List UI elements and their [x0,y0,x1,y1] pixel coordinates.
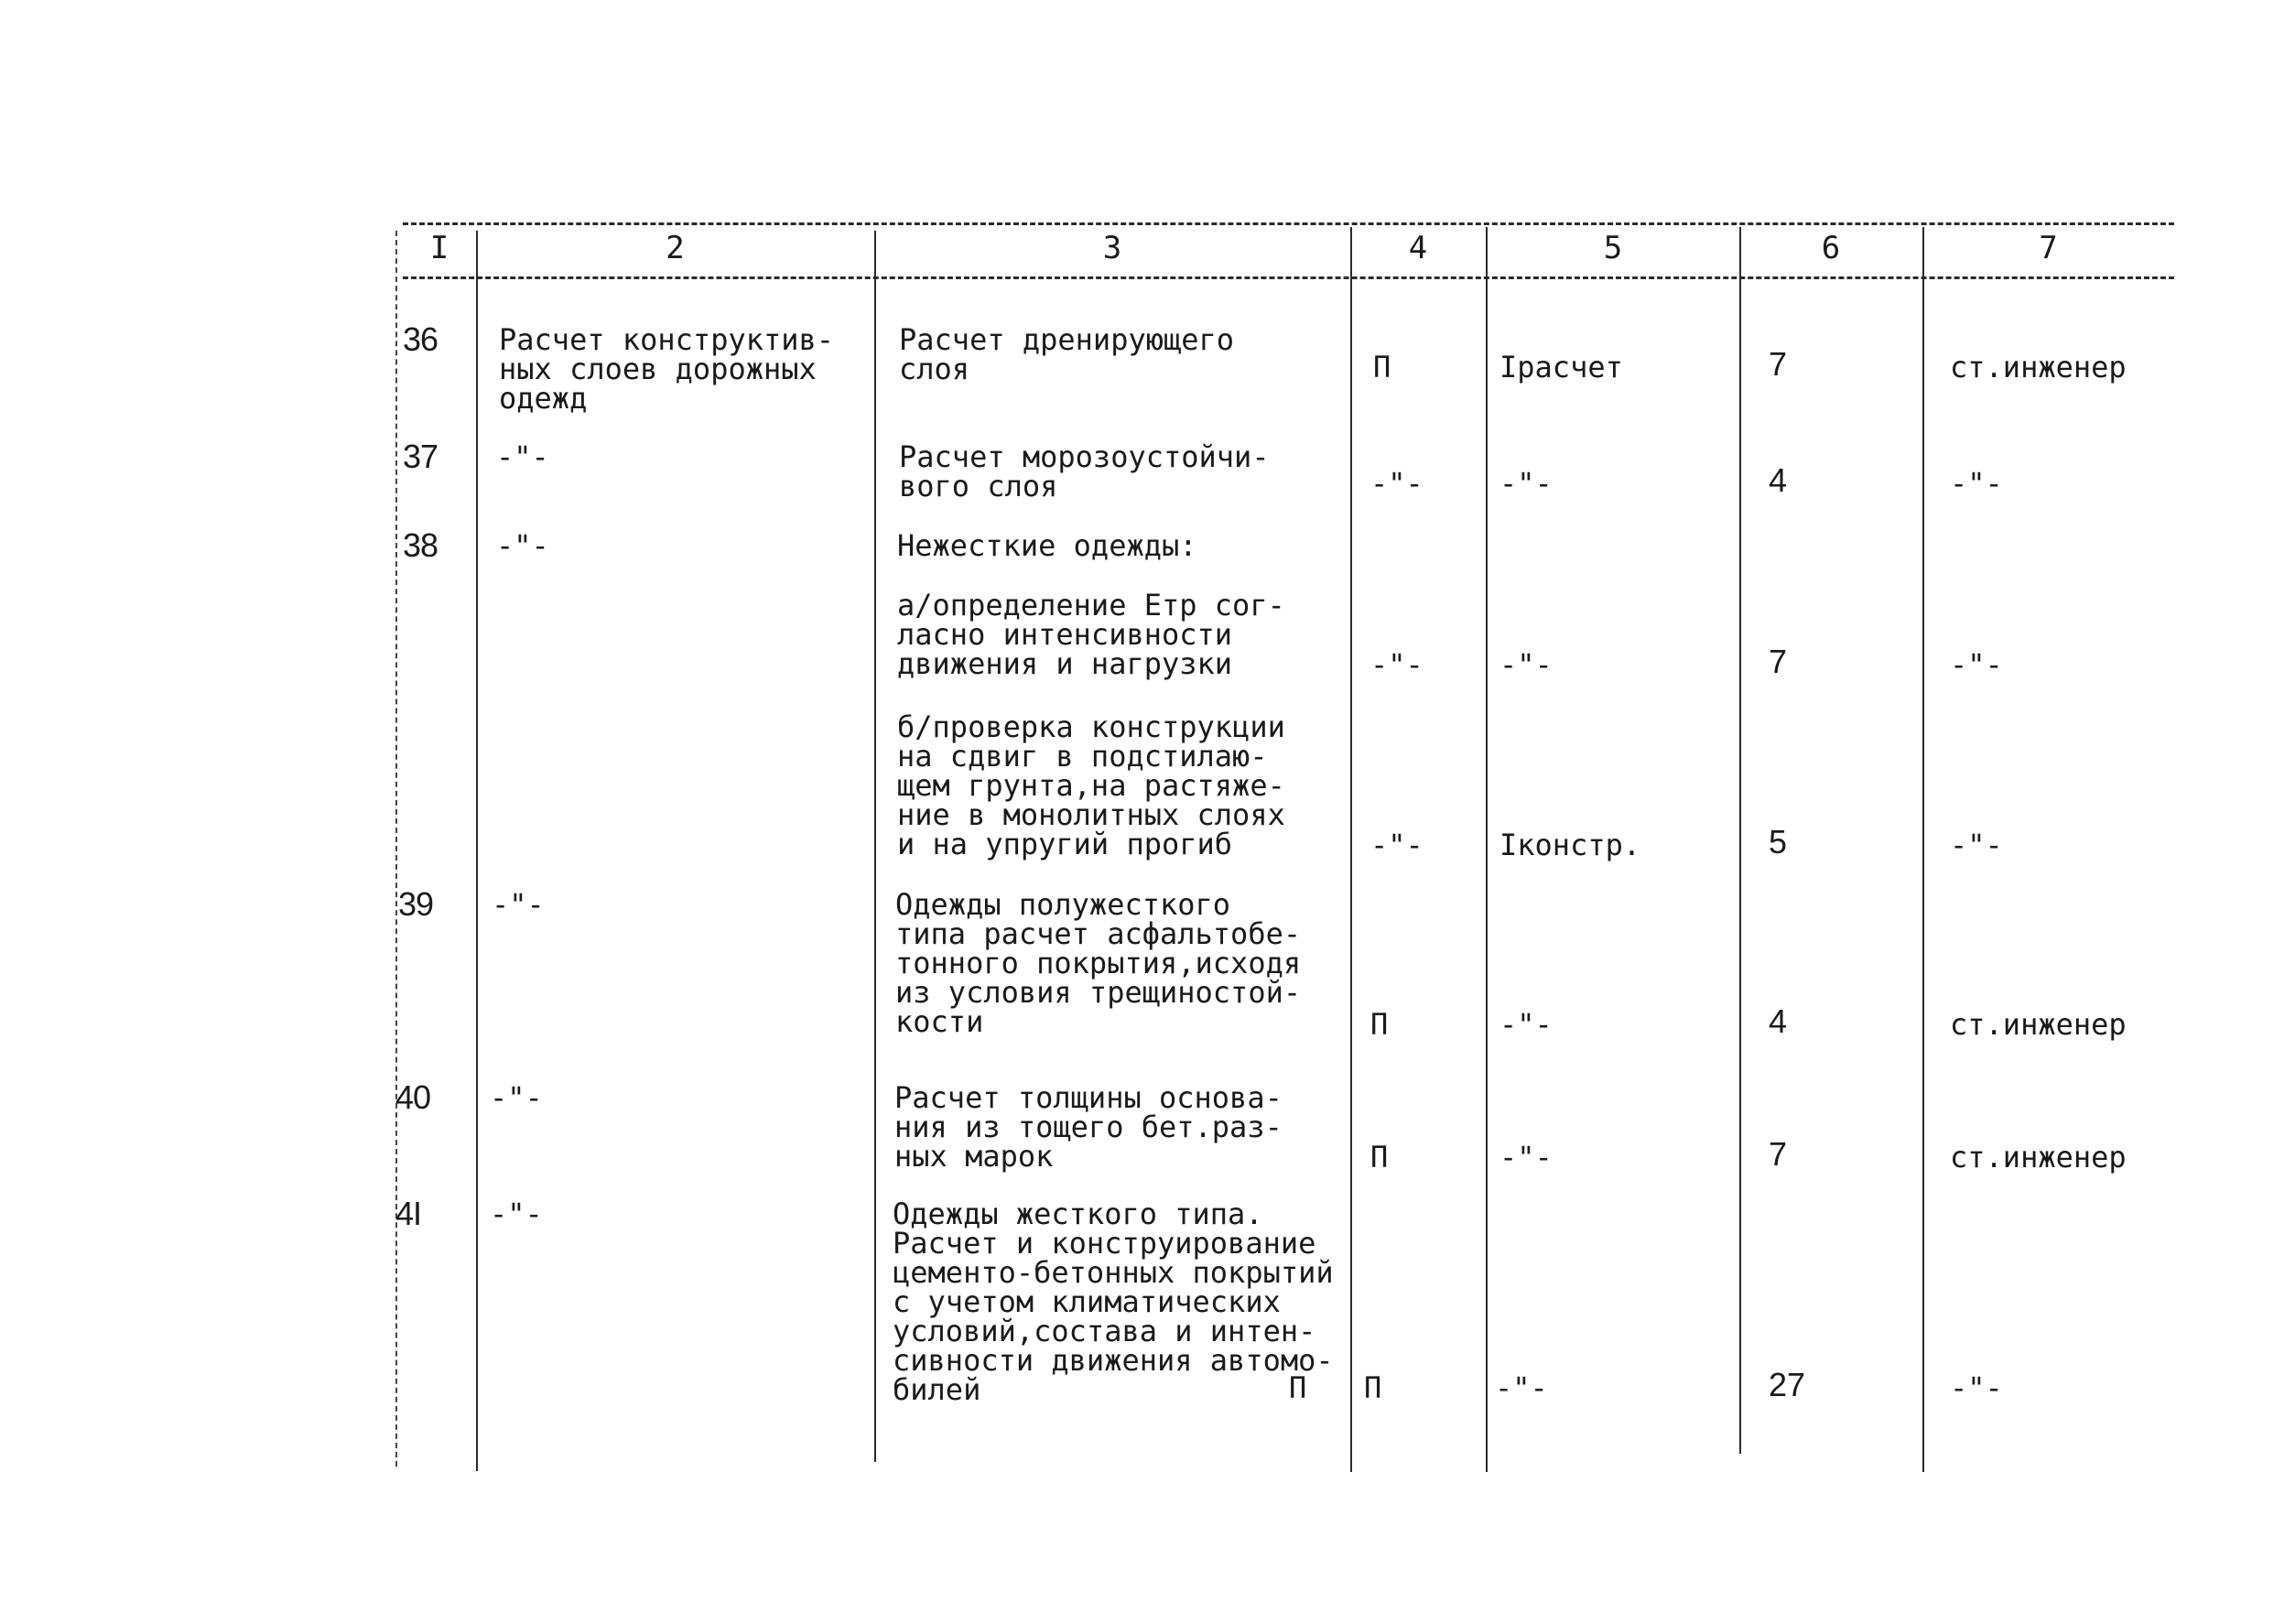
row-40-unit: -"- [1499,1140,1553,1175]
column-divider-4 [1486,227,1488,1472]
row-36-number: 36 [403,320,438,358]
row-40-work: Расчет толщины основа- ния из тощего бет.раз- ных марок [894,1080,1283,1174]
row-38b-performer: -"- [1950,828,2003,862]
row-39-work: Одежды полужесткого типа расчет асфальтобе- тонного покрытия,исходя из условия трещиностой- кости [895,887,1302,1039]
row-40-number: 40 [395,1078,431,1116]
row-41-work: Одежды жесткого типа. Расчет и конструирование цементо-бетонных покрытий с учетом климатических условий,состава и интен- сивности движения автомо- билей [893,1196,1334,1407]
row-36-section: Расчет конструктив- ных слоев дорожных одежд [499,322,835,416]
column-header-2: 2 [666,230,685,266]
row-38b-value: 5 [1769,823,1788,861]
row-41-value: 27 [1769,1366,1806,1403]
row-40-performer: ст.инженер [1950,1140,2127,1175]
row-37-unit: -"- [1499,466,1553,501]
row-38b-stage: -"- [1370,828,1424,862]
row-38-number: 38 [403,526,438,564]
row-36-value: 7 [1769,345,1788,383]
row-38-work: Нежесткие одежды: [897,528,1197,563]
row-38b-unit: Iконстр. [1499,828,1641,862]
table-top-rule [403,222,2174,225]
row-40-stage: П [1370,1140,1389,1175]
row-38a-value: 7 [1769,643,1788,680]
row-37-stage: -"- [1370,466,1424,501]
row-37-section: -"- [496,439,549,474]
row-39-number: 39 [398,885,434,923]
row-36-stage: П [1373,350,1391,384]
row-41-stage: П [1364,1370,1382,1405]
column-divider-2 [874,231,876,1462]
row-41-unit: -"- [1495,1370,1548,1405]
column-divider-left [395,231,397,1467]
row-38b-work: б/проверка конструкции на сдвиг в подстилаю- щем грунта,на растяже- ние в монолитных слоях и на упругий прогиб [897,709,1285,861]
header-bottom-rule [403,276,2174,279]
row-38a-performer: -"- [1950,647,2003,682]
row-38-section: -"- [496,528,549,563]
column-header-5: 5 [1603,230,1623,266]
column-divider-6 [1922,227,1924,1472]
row-40-value: 7 [1769,1135,1788,1173]
row-39-unit: -"- [1499,1007,1553,1042]
row-36-work: Расчет дренирующего слоя [899,322,1235,386]
column-header-7: 7 [2039,230,2058,266]
row-38a-unit: -"- [1499,647,1553,682]
row-41-number: 4I [395,1195,422,1232]
column-header-1: I [429,230,449,266]
row-36-unit: Iрасчет [1499,350,1623,384]
row-39-section: -"- [492,887,545,922]
column-header-4: 4 [1408,230,1428,266]
row-41-performer: -"- [1950,1370,2003,1405]
column-header-6: 6 [1821,230,1841,266]
row-38a-stage: -"- [1370,647,1424,682]
row-41-margin-mark: П [1289,1370,1307,1405]
column-divider-1 [476,231,478,1471]
row-39-stage: П [1370,1007,1389,1042]
row-36-performer: ст.инженер [1950,350,2127,384]
row-37-performer: -"- [1950,466,2003,501]
column-header-3: 3 [1102,230,1122,266]
row-39-performer: ст.инженер [1950,1007,2127,1042]
row-38a-work: а/определение Етр сог- ласно интенсивности движения и нагрузки [897,588,1285,681]
row-39-value: 4 [1769,1002,1788,1040]
row-41-section: -"- [490,1196,543,1231]
row-37-value: 4 [1769,461,1788,499]
row-37-number: 37 [403,438,438,475]
row-37-work: Расчет морозоустойчи- вого слоя [899,439,1270,503]
row-40-section: -"- [490,1080,543,1115]
column-divider-5 [1739,227,1741,1454]
